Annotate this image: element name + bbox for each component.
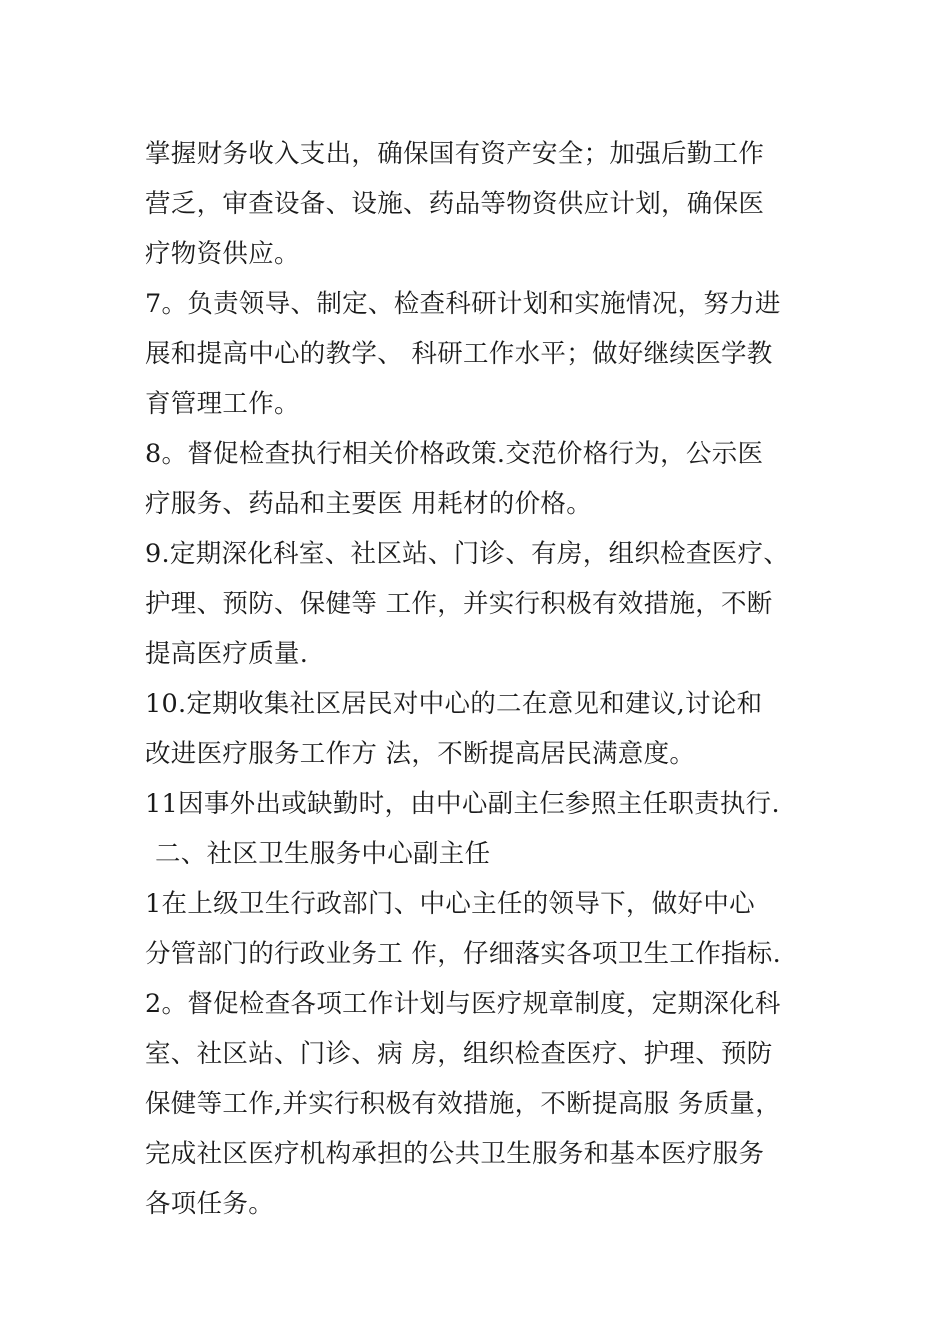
text-line: 护理、预防、保健等 工作，并实行积极有效措施，不断 bbox=[145, 589, 773, 619]
text-line: 改进医疗服务工作方 法，不断提高居民满意度。 bbox=[145, 739, 696, 769]
text-line: 9.定期深化科室、社区站、门诊、有房，组织检查医疗、 bbox=[145, 539, 790, 569]
text-line: 营乏，审查设备、设施、药品等物资供应计划，确保医 bbox=[145, 189, 765, 219]
text-line: 2。督促检查各项工作计划与医疗规章制度，定期深化科 bbox=[145, 989, 781, 1019]
text-line: 分管部门的行政业务工 作，仔细落实各项卫生工作指标. bbox=[145, 939, 782, 969]
text-line: 完成社区医疗机构承担的公共卫生服务和基本医疗服务 bbox=[145, 1139, 765, 1169]
text-line: 11因事外出或缺勤时，由中心副主仨参照主任职责执行. bbox=[145, 789, 780, 819]
text-line: 各项任务。 bbox=[145, 1189, 275, 1219]
text-line: 提高医疗质量. bbox=[145, 639, 309, 669]
text-line: 室、社区站、门诊、病 房，组织检查医疗、护理、预防 bbox=[145, 1039, 773, 1069]
text-line: 疗服务、药品和主要医 用耗材的价格。 bbox=[145, 489, 593, 519]
section-heading: 二、社区卫生服务中心副主任 bbox=[155, 839, 491, 869]
text-line: 育管理工作。 bbox=[145, 389, 300, 419]
text-line: 保健等工作,并实行积极有效措施，不断提高服 务质量， bbox=[145, 1089, 782, 1119]
text-line: 展和提高中心的教学、 科研工作水平；做好继续医学教 bbox=[145, 339, 773, 369]
text-line: 10.定期收集社区居民对中心的二在意见和建议,讨论和 bbox=[145, 689, 763, 719]
text-line: 8。督促检查执行相关价格政策.交范价格行为，公示医 bbox=[145, 439, 764, 469]
document-body bbox=[145, 129, 805, 1229]
text-line: 7。负责领导、制定、检查科研计划和实施情况，努力进 bbox=[145, 289, 781, 319]
text-line: 1在上级卫生行政部门、中心主任的领导下，做好中心 bbox=[145, 889, 755, 919]
text-line: 掌握财务收入支出，确保国有资产安全；加强后勤工作 bbox=[145, 139, 765, 169]
text-line: 疗物资供应。 bbox=[145, 239, 300, 269]
